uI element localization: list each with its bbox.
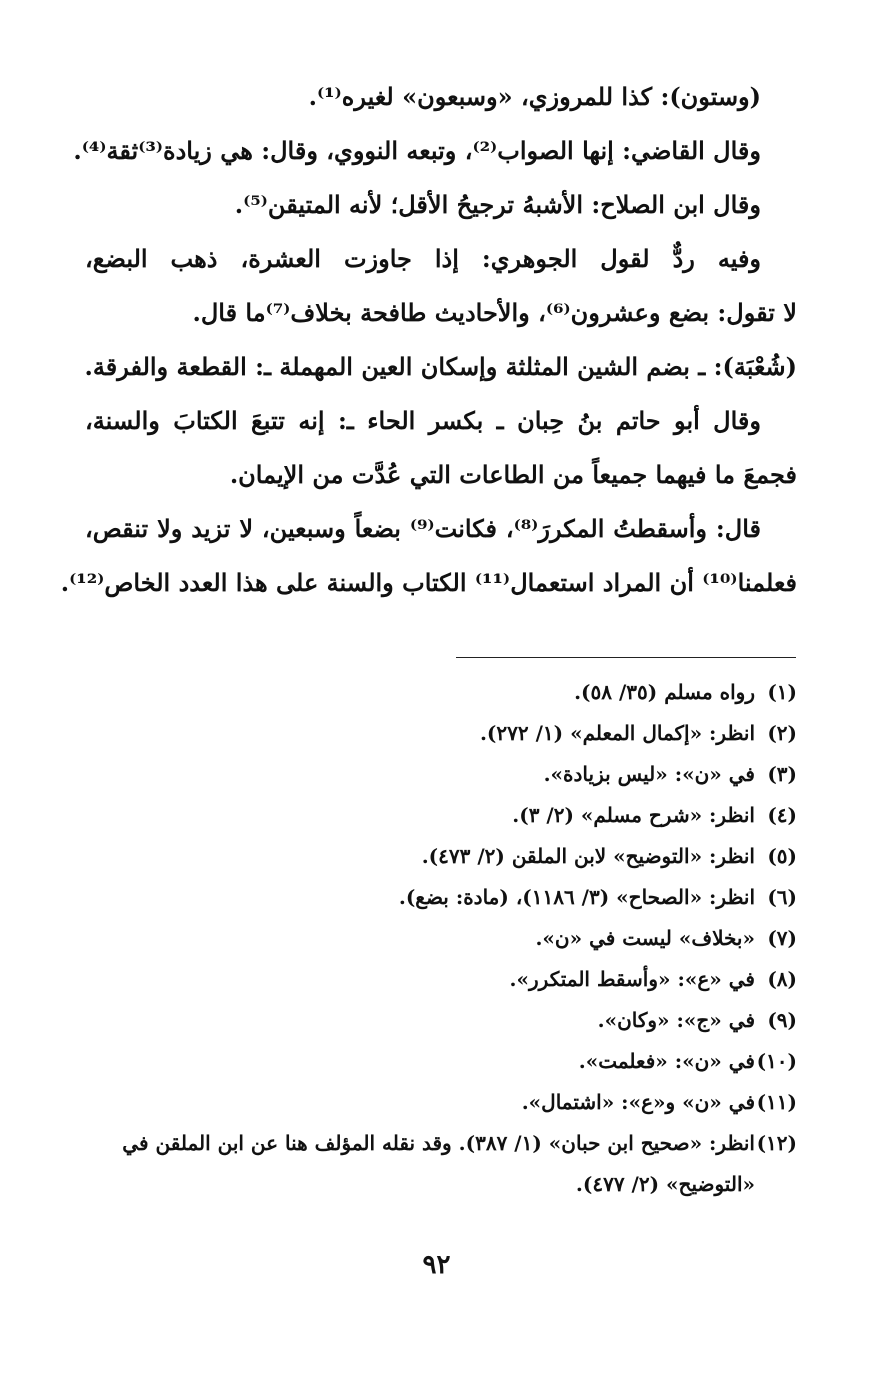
footnote-text: «بخلاف» ليست في «ن». [535, 926, 755, 950]
footnotes [85, 672, 797, 1205]
text-line: وقال ابن الصلاح: الأشبهُ ترجيحُ الأقل؛ لأنه المتيقن⁽⁵⁾. [234, 190, 761, 219]
footnote-number: (١) [767, 680, 797, 704]
footnote-number: (١١) [756, 1090, 797, 1114]
footnote-text: انظر: «شرح مسلم» (٢/ ٣). [512, 803, 755, 827]
footnote [85, 1000, 797, 1041]
footnote-number: (٨) [767, 967, 797, 991]
footnote-text: انظر: «الصحاح» (٣/ ١١٨٦)، (مادة: بضع). [398, 885, 755, 909]
footnote [85, 1082, 797, 1123]
text-line: فجمعَ ما فيهما جميعاً من الطاعات التي عُدَّت من الإيمان. [229, 460, 797, 489]
text-line: فعلمنا⁽¹⁰⁾ أن المراد استعمال⁽¹¹⁾ الكتاب والسنة على هذا العدد الخاص⁽¹²⁾. [60, 568, 797, 597]
footnote-number: (٣) [767, 762, 797, 786]
footnote [85, 1123, 797, 1164]
main-text [60, 70, 797, 610]
footnote-text: في «ج»: «وكان». [597, 1008, 755, 1032]
footnote [85, 713, 797, 754]
footnote-number: (١٢) [756, 1131, 797, 1155]
footnote-text: انظر: «صحيح ابن حبان» (١/ ٣٨٧). وقد نقله المؤلف هنا عن ابن الملقن في [122, 1131, 755, 1155]
footnote-text: في «ن»: «فعلمت». [578, 1049, 755, 1073]
footnote-number: (٢) [767, 721, 797, 745]
footnote [85, 754, 797, 795]
footnote-text: في «ن»: «ليس بزيادة». [543, 762, 755, 786]
footnote [85, 918, 797, 959]
footnote-text: انظر: «التوضيح» لابن الملقن (٢/ ٤٧٣). [421, 844, 755, 868]
footnote-divider [456, 657, 796, 658]
footnote-number: (٧) [767, 926, 797, 950]
footnote-number: (١٠) [756, 1049, 797, 1073]
footnote-text: رواه مسلم (٣٥/ ٥٨). [574, 680, 755, 704]
text-line: وقال أبو حاتم بنُ حِبان ـ بكسر الحاء ـ: إنه تتبعَ الكتابَ والسنة، [85, 406, 761, 435]
footnote-text: في «ن» و«ع»: «اشتمال». [521, 1090, 755, 1114]
page-number: ٩٢ [422, 1250, 451, 1280]
footnote [85, 795, 797, 836]
text-line: وفيه ردٌّ لقول الجوهري: إذا جاوزت العشرة، ذهب البضع، [85, 244, 761, 273]
footnote-number: (٩) [767, 1008, 797, 1032]
text-line: وقال القاضي: إنها الصواب⁽²⁾، وتبعه النووي، وقال: هي زيادة⁽³⁾ثقة⁽⁴⁾. [73, 136, 761, 165]
footnote [85, 959, 797, 1000]
footnote-text: انظر: «إكمال المعلم» (١/ ٢٧٢). [479, 721, 755, 745]
footnote-text: في «ع»: «وأسقط المتكرر». [509, 967, 755, 991]
footnote-number: (٦) [767, 885, 797, 909]
footnote [85, 836, 797, 877]
footnote-number: (٥) [767, 844, 797, 868]
footnote [85, 1041, 797, 1082]
footnote-continuation: «التوضيح» (٢/ ٤٧٧). [575, 1172, 755, 1196]
footnote [85, 672, 797, 713]
text-line: (شُعْبَة): ـ بضم الشين المثلثة وإسكان العين المهملة ـ: القطعة والفرقة. [84, 352, 797, 381]
text-line: لا تقول: بضع وعشرون⁽⁶⁾، والأحاديث طافحة بخلاف⁽⁷⁾ما قال. [192, 298, 797, 327]
text-line: قال: وأسقطتُ المكررَ⁽⁸⁾، فكانت⁽⁹⁾ بضعاً وسبعين، لا تزيد ولا تنقص، [85, 514, 761, 543]
footnote-number: (٤) [767, 803, 797, 827]
footnote [85, 877, 797, 918]
text-line: (وستون): كذا للمروزي، «وسبعون» لغيره⁽¹⁾. [308, 82, 761, 111]
